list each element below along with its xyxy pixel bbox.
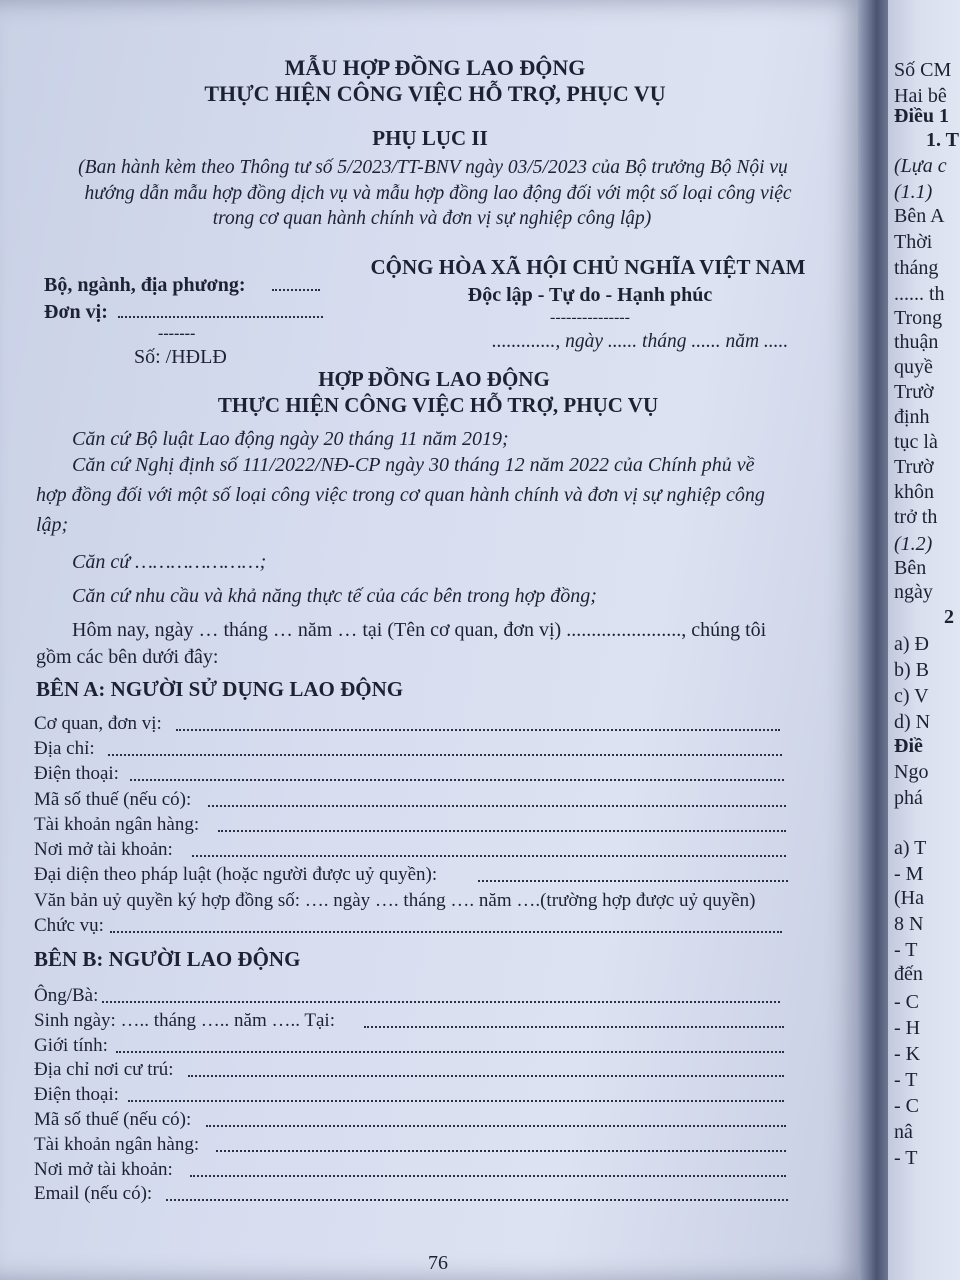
right-fragment: - T (894, 939, 918, 961)
right-fragment: Trườ (894, 456, 934, 478)
right-fragment: Số CM (894, 59, 952, 81)
right-fragment: thuận (894, 331, 939, 353)
right-fragment: tục là (894, 431, 938, 453)
right-fragment: (1.1) (894, 181, 933, 203)
form-title-line2: THỰC HIỆN CÔNG VIỆC HỖ TRỢ, PHỤC VỤ (204, 81, 666, 106)
party-a-bank-label: Tài khoản ngân hàng: (34, 814, 200, 835)
party-b-bank-place-field[interactable] (190, 1172, 786, 1177)
right-fragment: a) Đ (894, 633, 929, 655)
right-fragment: 1. T (926, 129, 959, 151)
party-a-phone-field[interactable] (130, 776, 784, 781)
party-a-tax-field[interactable] (208, 802, 786, 807)
right-fragment: ...... th (894, 283, 945, 305)
right-fragment: Hai bê (894, 85, 947, 107)
party-a-bank-field[interactable] (218, 827, 786, 832)
party-b-bank-field[interactable] (216, 1147, 786, 1152)
national-motto: Độc lập - Tự do - Hạnh phúc (467, 284, 713, 306)
party-b-residence-label: Địa chỉ nơi cư trú: (34, 1059, 174, 1080)
party-a-address-label: Địa chỉ: (34, 738, 95, 759)
basis-needs: Căn cứ nhu cầu và khả năng thực tế của các bên trong hợp đồng; (72, 585, 597, 607)
right-fragment: - T (894, 1069, 918, 1091)
right-fragment: đến (894, 963, 923, 985)
date-line: ............., ngày ...... tháng ...... năm ..... (492, 331, 789, 352)
party-a-bank-place-label: Nơi mở tài khoản: (34, 839, 173, 860)
party-b-tax-label: Mã số thuế (nếu có): (34, 1109, 192, 1130)
party-b-bank-place-label: Nơi mở tài khoản: (34, 1159, 173, 1180)
appendix-note-line2: hướng dẫn mẫu hợp đồng dịch vụ và mẫu hợp đồng lao động đối với một số loại công việc (84, 183, 792, 204)
ministry-dots (272, 286, 320, 291)
appendix-note-line3: trong cơ quan hành chính và đơn vị sự nghiệp công lập) (212, 208, 652, 229)
appendix-note-line1: (Ban hành kèm theo Thông tư số 5/2023/TT-BNV ngày 03/5/2023 của Bộ trưởng Bộ Nội vụ (78, 157, 788, 178)
unit-dots (118, 313, 323, 318)
party-b-bank-label: Tài khoản ngân hàng: (34, 1134, 200, 1155)
right-separator: --------------- (550, 309, 630, 326)
party-b-email-field[interactable] (166, 1196, 788, 1201)
party-b-phone-field[interactable] (128, 1097, 784, 1102)
party-a-agency-label: Cơ quan, đơn vị: (34, 713, 162, 734)
page-number: 76 (428, 1252, 448, 1274)
nation-name: CỘNG HÒA XÃ HỘI CHỦ NGHĨA VIỆT NAM (370, 255, 806, 279)
party-a-bank-place-field[interactable] (192, 852, 786, 857)
appendix-title: PHỤ LỤC II (372, 126, 488, 150)
right-fragment: - M (894, 863, 924, 885)
party-a-phone-label: Điện thoại: (34, 763, 119, 784)
basis-decree-line2: hợp đồng đối với một số loại công việc trong cơ quan hành chính và đơn vị sự nghiệp công (36, 484, 765, 506)
right-fragment: a) T (894, 837, 927, 859)
basis-other: Căn cứ …………………; (72, 551, 267, 573)
right-fragment: quyề (894, 356, 933, 378)
party-b-gender-label: Giới tính: (34, 1035, 108, 1056)
ministry-label: Bộ, ngành, địa phương: (44, 274, 246, 296)
right-fragment: nâ (894, 1121, 913, 1143)
right-fragment: 8 N (894, 913, 924, 935)
party-b-phone-label: Điện thoại: (34, 1084, 119, 1105)
today-line1: Hôm nay, ngày … tháng … năm … tại (Tên cơ quan, đơn vị) ......................., chúng tôi (72, 619, 767, 641)
right-fragment: - H (894, 1017, 921, 1039)
right-fragment: - K (894, 1043, 921, 1065)
right-fragment: Trườ (894, 381, 934, 403)
basis-labor-code: Căn cứ Bộ luật Lao động ngày 20 tháng 11 năm 2019; (72, 428, 509, 450)
right-fragment: c) V (894, 685, 929, 707)
right-fragment: 2 (944, 606, 954, 628)
right-fragment: (1.2) (894, 533, 933, 555)
contract-title-line2: THỰC HIỆN CÔNG VIỆC HỖ TRỢ, PHỤC VỤ (217, 393, 659, 417)
right-fragment: Trong (894, 307, 943, 329)
right-fragment: - C (894, 991, 919, 1013)
right-fragment: (Ha (894, 887, 924, 909)
right-fragment: - C (894, 1095, 919, 1117)
party-b-birth-label: Sinh ngày: ….. tháng ….. năm ….. Tại: (34, 1010, 335, 1031)
right-fragment: trở th (894, 506, 938, 528)
contract-title-line1: HỢP ĐỒNG LAO ĐỘNG (318, 367, 550, 391)
right-fragment: Bên A (894, 205, 945, 227)
party-b-gender-field[interactable] (116, 1048, 784, 1053)
book-gutter (858, 0, 892, 1280)
form-title-line1: MẪU HỢP ĐỒNG LAO ĐỘNG (284, 55, 586, 80)
right-fragment: d) N (894, 711, 931, 733)
party-b-heading: BÊN B: NGƯỜI LAO ĐỘNG (34, 947, 301, 971)
right-fragment: phá (894, 787, 923, 809)
party-a-agency-field[interactable] (176, 726, 780, 731)
party-a-address-field[interactable] (108, 751, 782, 756)
basis-decree-line3: lập; (36, 514, 69, 536)
right-fragment: ngày (894, 581, 933, 603)
basis-decree-line1: Căn cứ Nghị định số 111/2022/NĐ-CP ngày 30 tháng 12 năm 2022 của Chính phủ về (72, 454, 755, 476)
party-b-birthplace-field[interactable] (364, 1023, 784, 1028)
party-b-name-label: Ông/Bà: (34, 985, 99, 1006)
right-fragment: Điều 1 (894, 105, 949, 127)
party-b-name-field[interactable] (102, 998, 780, 1003)
party-a-position-field[interactable] (110, 928, 782, 933)
right-fragment: Thời (894, 231, 933, 253)
party-b-residence-field[interactable] (188, 1072, 784, 1077)
right-fragment: Điề (894, 735, 923, 757)
right-fragment: (Lựa c (894, 155, 947, 177)
right-fragment: tháng (894, 257, 939, 279)
right-fragment: Bên (894, 557, 927, 579)
right-fragment: Ngo (894, 761, 929, 783)
party-a-representative-label: Đại diện theo pháp luật (hoặc người được uỷ quyền): (34, 864, 438, 885)
document-number: Số: /HĐLĐ (134, 346, 227, 368)
party-a-heading: BÊN A: NGƯỜI SỬ DỤNG LAO ĐỘNG (36, 677, 404, 701)
left-separator: ------- (158, 325, 196, 342)
unit-label: Đơn vị: (44, 301, 108, 323)
right-page (888, 0, 960, 1280)
right-fragment: định (894, 406, 930, 428)
today-line2: gồm các bên dưới đây: (36, 646, 219, 668)
party-b-email-label: Email (nếu có): (34, 1183, 153, 1204)
party-a-position-label: Chức vụ: (34, 915, 104, 936)
party-a-representative-field[interactable] (478, 877, 788, 882)
right-fragment: b) B (894, 659, 929, 681)
party-b-tax-field[interactable] (206, 1122, 786, 1127)
right-fragment: - T (894, 1147, 918, 1169)
right-fragment: khôn (894, 481, 934, 503)
party-a-tax-label: Mã số thuế (nếu có): (34, 789, 192, 810)
party-a-authorization-line: Văn bản uỷ quyền ký hợp đồng số: …. ngày …. tháng …. năm ….(trường hợp được uỷ quyền) (34, 890, 756, 911)
